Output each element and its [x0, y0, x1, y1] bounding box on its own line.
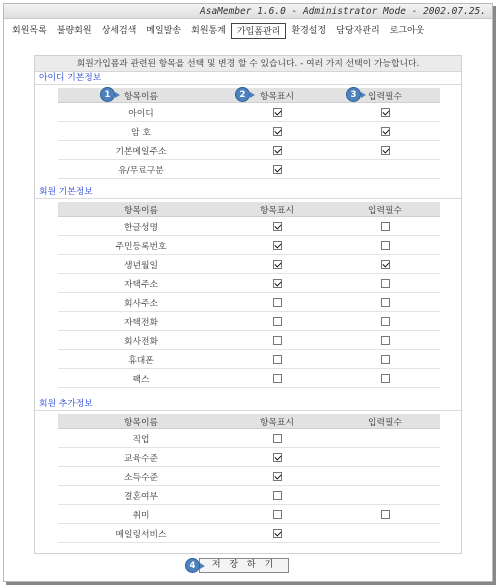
- display-cell: [224, 293, 330, 311]
- field-table-1: [58, 202, 440, 388]
- header-display: 항목표시: [260, 417, 294, 428]
- notice-bar: 회원가입폼과 관련된 항목을 선택 및 변경 할 수 있습니다. - 여러 가지 선택이 가능합니다.: [35, 56, 461, 72]
- display-cell: [224, 312, 330, 330]
- field-name: 자택전화: [124, 317, 158, 328]
- display-checkbox[interactable]: [273, 298, 282, 307]
- display-cell: [224, 236, 330, 254]
- display-cell: [224, 274, 330, 292]
- display-checkbox[interactable]: [273, 146, 282, 155]
- required-cell: [330, 429, 440, 447]
- menu-item-managers[interactable]: 담당자관리: [336, 26, 380, 36]
- required-checkbox[interactable]: [381, 222, 390, 231]
- display-cell: [224, 369, 330, 387]
- display-checkbox[interactable]: [273, 241, 282, 250]
- display-checkbox[interactable]: [273, 279, 282, 288]
- field-name: 회사전화: [124, 336, 158, 347]
- required-checkbox[interactable]: [381, 374, 390, 383]
- table-row: [58, 350, 440, 369]
- table-row: [58, 429, 440, 448]
- header-display: 항목표시: [260, 91, 294, 102]
- field-name: 주민등록번호: [115, 241, 167, 252]
- display-cell: [224, 505, 330, 523]
- required-cell: [330, 524, 440, 542]
- required-cell: [330, 255, 440, 273]
- required-checkbox[interactable]: [381, 108, 390, 117]
- display-checkbox[interactable]: [273, 108, 282, 117]
- table-row: [58, 467, 440, 486]
- required-checkbox[interactable]: [381, 336, 390, 345]
- display-cell: [224, 429, 330, 447]
- menu-item-member-list[interactable]: 회원목록: [12, 26, 47, 36]
- step-badge-1: 1: [100, 87, 115, 102]
- display-checkbox[interactable]: [273, 317, 282, 326]
- display-cell: [224, 350, 330, 368]
- required-cell: [330, 217, 440, 235]
- required-checkbox[interactable]: [381, 241, 390, 250]
- header-name: 항목이름: [124, 205, 158, 216]
- header-required: 입력필수: [368, 205, 402, 216]
- field-name: 휴대폰: [128, 355, 154, 366]
- display-checkbox[interactable]: [273, 453, 282, 462]
- required-cell: [330, 505, 440, 523]
- display-checkbox[interactable]: [273, 355, 282, 364]
- required-cell: [330, 160, 440, 178]
- field-name: 아이디: [128, 108, 154, 119]
- display-cell: [224, 141, 330, 159]
- field-name: 교육수준: [124, 453, 158, 464]
- display-cell: [224, 122, 330, 140]
- required-cell: [330, 122, 440, 140]
- table-row: [58, 122, 440, 141]
- table-row: [58, 331, 440, 350]
- table-row: [58, 255, 440, 274]
- required-cell: [330, 293, 440, 311]
- required-cell: [330, 331, 440, 349]
- required-cell: [330, 448, 440, 466]
- field-name: 생년월일: [124, 260, 158, 271]
- table-row: [58, 160, 440, 179]
- table-row: [58, 293, 440, 312]
- display-checkbox[interactable]: [273, 222, 282, 231]
- display-cell: [224, 255, 330, 273]
- table-header: [58, 202, 440, 217]
- header-required: 입력필수: [368, 417, 402, 428]
- display-checkbox[interactable]: [273, 491, 282, 500]
- field-name: 취미: [132, 510, 150, 521]
- required-cell: [330, 274, 440, 292]
- display-checkbox[interactable]: [273, 165, 282, 174]
- display-checkbox[interactable]: [273, 336, 282, 345]
- display-cell: [224, 103, 330, 121]
- required-checkbox[interactable]: [381, 298, 390, 307]
- table-row: [58, 505, 440, 524]
- display-cell: [224, 160, 330, 178]
- display-checkbox[interactable]: [273, 374, 282, 383]
- table-header: [58, 414, 440, 429]
- field-name: 한글성명: [124, 222, 158, 233]
- table-row: [58, 486, 440, 505]
- top-menu: [4, 21, 492, 41]
- required-cell: [330, 369, 440, 387]
- required-cell: [330, 312, 440, 330]
- field-name: 자택주소: [124, 279, 158, 290]
- table-row: [58, 141, 440, 160]
- required-checkbox[interactable]: [381, 317, 390, 326]
- section-title-2: 회원 추가정보: [35, 398, 461, 411]
- display-cell: [224, 467, 330, 485]
- section-title-1: 회원 기본정보: [35, 186, 461, 199]
- field-name: 메일링서비스: [115, 529, 167, 540]
- display-cell: [224, 331, 330, 349]
- field-name: 팩스: [132, 374, 150, 385]
- table-row: [58, 103, 440, 122]
- menu-item-member-stats[interactable]: 회원통계: [191, 26, 226, 36]
- table-row: [58, 448, 440, 467]
- field-name: 회사주소: [124, 298, 158, 309]
- signup-form-panel: [34, 55, 462, 554]
- menu-item-settings[interactable]: 환경설정: [291, 26, 327, 36]
- display-checkbox[interactable]: [273, 529, 282, 538]
- display-checkbox[interactable]: [273, 127, 282, 136]
- menu-item-bad-members[interactable]: 불량회원: [56, 26, 92, 36]
- window-title: AsaMember 1.6.0 - Administrator Mode - 2002.07.25.: [200, 6, 486, 17]
- table-row: [58, 524, 440, 543]
- display-cell: [224, 217, 330, 235]
- display-checkbox[interactable]: [273, 434, 282, 443]
- table-row: [58, 274, 440, 293]
- required-cell: [330, 103, 440, 121]
- required-cell: [330, 141, 440, 159]
- field-name: 결혼여부: [124, 491, 158, 502]
- display-checkbox[interactable]: [273, 472, 282, 481]
- display-checkbox[interactable]: [273, 260, 282, 269]
- required-checkbox[interactable]: [381, 279, 390, 288]
- step-badge-3: 3: [346, 87, 361, 102]
- required-checkbox[interactable]: [381, 355, 390, 364]
- step-badge-4: 4: [185, 558, 200, 573]
- app-window: [3, 3, 493, 582]
- required-checkbox[interactable]: [381, 146, 390, 155]
- header-display: 항목표시: [260, 205, 294, 216]
- field-table-2: [58, 414, 440, 543]
- table-row: [58, 369, 440, 388]
- table-row: [58, 236, 440, 255]
- menu-item-detail-search[interactable]: 상세검색: [101, 26, 137, 36]
- display-cell: [224, 486, 330, 504]
- field-table-0: [58, 88, 440, 179]
- step-badge-2: 2: [235, 87, 250, 102]
- required-cell: [330, 467, 440, 485]
- title-bar: [4, 4, 492, 19]
- field-name: 암 호: [131, 127, 151, 138]
- display-cell: [224, 524, 330, 542]
- required-checkbox[interactable]: [381, 510, 390, 519]
- menu-item-logout[interactable]: 로그아웃: [389, 26, 425, 36]
- header-name: 항목이름: [124, 417, 158, 428]
- required-cell: [330, 236, 440, 254]
- field-name: 직업: [132, 434, 150, 445]
- section-title-0: 아이디 기본정보: [35, 72, 461, 85]
- menu-item-signup-form[interactable]: 가입폼관리: [231, 23, 286, 39]
- required-cell: [330, 486, 440, 504]
- display-checkbox[interactable]: [273, 510, 282, 519]
- header-required: 입력필수: [368, 91, 402, 102]
- menu-item-send-mail[interactable]: 메일발송: [146, 26, 182, 36]
- table-row: [58, 217, 440, 236]
- save-button[interactable]: 저 장 하 기: [199, 558, 289, 573]
- header-name: 항목이름: [124, 91, 158, 102]
- display-cell: [224, 448, 330, 466]
- field-name: 기본메일주소: [115, 146, 167, 157]
- required-checkbox[interactable]: [381, 127, 390, 136]
- table-row: [58, 312, 440, 331]
- field-name: 유/무료구분: [118, 165, 164, 176]
- required-checkbox[interactable]: [381, 260, 390, 269]
- required-cell: [330, 350, 440, 368]
- field-name: 소득수준: [124, 472, 158, 483]
